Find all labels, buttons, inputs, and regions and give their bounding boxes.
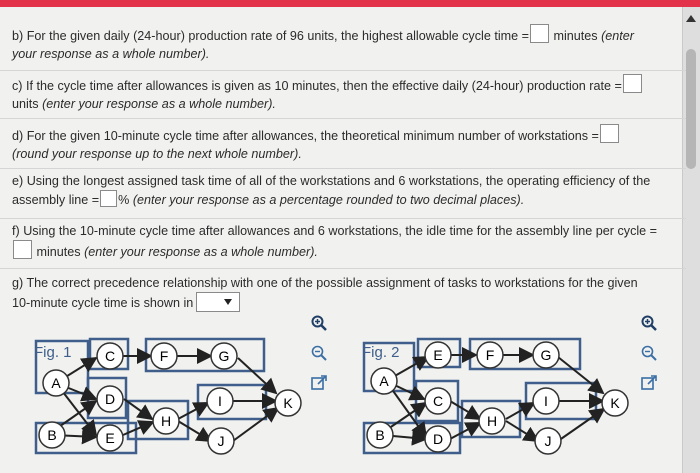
production-rate-input[interactable] (623, 74, 642, 93)
figure-2-diagram (358, 323, 648, 468)
question-b-hint-cont: your response as a whole number). (12, 47, 210, 61)
question-g (12, 274, 638, 312)
figure-select-dropdown[interactable] (196, 292, 240, 312)
idle-time-input[interactable] (13, 240, 32, 259)
open-external-icon[interactable] (310, 374, 328, 392)
figure-1 (28, 323, 328, 473)
figure-1-diagram (28, 323, 328, 468)
node-label: H (160, 413, 172, 429)
question-d (12, 124, 620, 163)
question-b-text: b) For the given daily (24-hour) production rate of 96 units, the highest allowable cycle time = (12, 29, 529, 43)
question-f-text: f) Using the 10-minute cycle time after allowances and 6 workstations, the idle time for the assembly line per cycle = (12, 224, 658, 238)
min-workstations-input[interactable] (600, 124, 619, 143)
node-label: J (544, 433, 552, 449)
question-d-text: d) For the given 10-minute cycle time after allowances, the theoretical minimum number of workstations = (12, 129, 599, 143)
node-label: D (104, 391, 116, 407)
task-nodes (39, 343, 301, 454)
node-label: C (432, 393, 444, 409)
node-label: C (104, 348, 116, 364)
question-f (12, 222, 657, 261)
node-label: G (540, 347, 552, 363)
figure-2-label: Fig. 2 (362, 344, 400, 361)
question-f-hint: (enter your response as a whole number). (84, 245, 318, 259)
node-label: K (610, 395, 620, 411)
figure-2-toolbar (636, 312, 664, 402)
question-e-text: e) Using the longest assigned task time of all of the workstations and 6 workstations, the operating efficiency of the (12, 174, 651, 188)
cycle-time-input[interactable] (530, 24, 549, 43)
zoom-in-icon[interactable] (310, 314, 328, 332)
node-label: I (218, 393, 222, 409)
divider (0, 70, 686, 71)
question-c-text: c) If the cycle time after allowances is given as 10 minutes, then the effective daily (24-hour) production rate = (12, 79, 622, 93)
zoom-out-icon[interactable] (640, 344, 658, 362)
question-b-hint: (enter (601, 29, 634, 43)
node-label: B (375, 427, 385, 443)
node-label: D (432, 431, 444, 447)
node-label: F (485, 347, 495, 363)
node-label: B (47, 427, 57, 443)
question-b (12, 24, 634, 63)
question-d-hint: (round your response up to the next whole number). (12, 147, 302, 161)
figure-2 (358, 323, 648, 473)
node-label: F (159, 348, 169, 364)
question-c (12, 74, 643, 113)
question-b-unit: minutes (549, 29, 602, 43)
divider (0, 118, 686, 119)
open-external-icon[interactable] (640, 374, 658, 392)
node-label: A (379, 373, 389, 389)
node-label: K (283, 395, 293, 411)
scroll-up-arrow-icon[interactable] (686, 15, 696, 22)
divider (0, 268, 686, 269)
question-c-unit: units (12, 97, 43, 111)
scrollbar-thumb[interactable] (686, 49, 696, 169)
question-e-text-cont: assembly line = (12, 193, 100, 207)
question-f-unit: minutes (33, 245, 85, 259)
question-e (12, 172, 650, 209)
question-e-unit: % (118, 193, 133, 207)
scrollbar[interactable] (682, 7, 700, 473)
efficiency-input[interactable] (100, 190, 117, 207)
question-g-text: g) The correct precedence relationship with one of the possible assignment of tasks to workstations for the given (12, 276, 638, 290)
question-e-hint: (enter your response as a percentage rounded to two decimal places). (132, 193, 525, 207)
zoom-in-icon[interactable] (640, 314, 658, 332)
node-label: G (218, 348, 230, 364)
node-label: J (217, 433, 225, 449)
figure-1-toolbar (306, 312, 334, 402)
node-label: H (486, 413, 498, 429)
node-label: E (105, 430, 115, 446)
figure-1-label: Fig. 1 (34, 344, 72, 361)
divider (0, 218, 686, 219)
question-g-text-cont: 10-minute cycle time is shown in (12, 296, 194, 310)
node-label: I (544, 393, 548, 409)
top-accent-bar (0, 0, 700, 7)
question-c-hint: (enter your response as a whole number). (42, 97, 276, 111)
divider (0, 168, 686, 169)
dropdown-arrow-icon (224, 299, 232, 305)
node-label: A (51, 375, 61, 391)
node-label: E (433, 347, 443, 363)
zoom-out-icon[interactable] (310, 344, 328, 362)
